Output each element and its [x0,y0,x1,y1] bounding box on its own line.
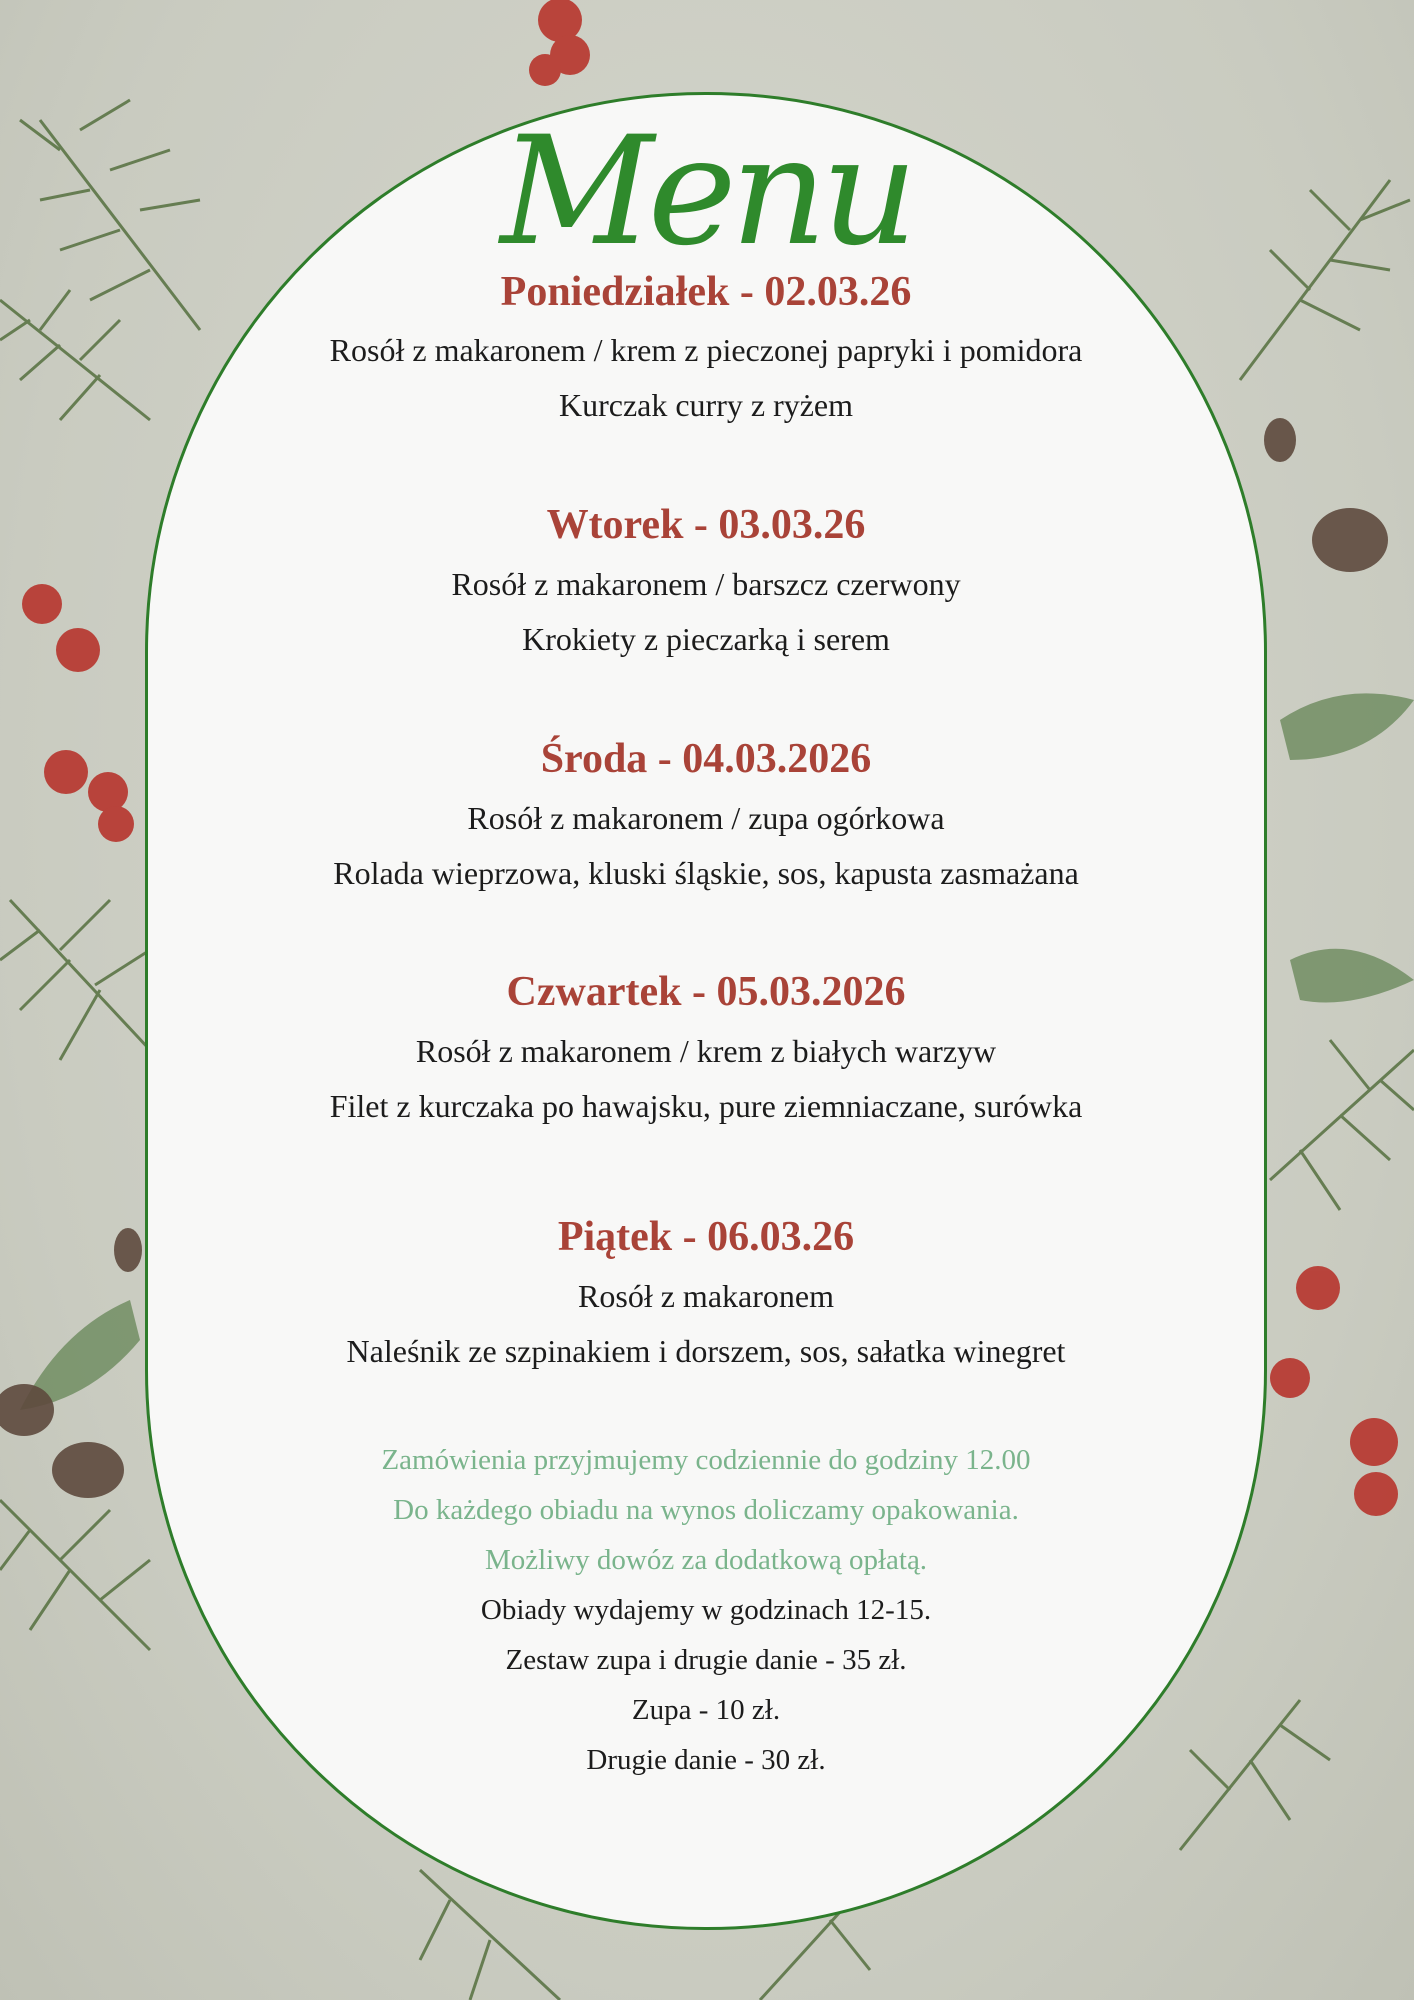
menu-title: Menu [500,105,912,279]
day-heading: Piątek - 06.03.26 [557,1214,855,1260]
price-line: Zupa - 10 zł. [631,1694,781,1726]
soup-line: Rosół z makaronem / krem z pieczonej papryki i pomidora [329,332,1083,368]
main-dish-line: Kurczak curry z ryżem [558,387,854,423]
soup-line: Rosół z makaronem / barszcz czerwony [451,566,961,602]
note-line: Do każdego obiadu na wynos doliczamy opakowania. [393,1494,1019,1526]
note-line: Zamówienia przyjmujemy codziennie do godziny 12.00 [381,1444,1031,1476]
hours-line: Obiady wydajemy w godzinach 12-15. [480,1594,932,1626]
main-dish-line: Naleśnik ze szpinakiem i dorszem, sos, sałatka winegret [346,1333,1066,1369]
soup-line: Rosół z makaronem / zupa ogórkowa [467,800,945,836]
main-dish-line: Filet z kurczaka po hawajsku, pure ziemniaczane, surówka [329,1088,1083,1124]
day-heading: Środa - 04.03.2026 [540,736,872,782]
price-line: Zestaw zupa i drugie danie - 35 zł. [505,1644,907,1676]
soup-line: Rosół z makaronem / krem z białych warzyw [415,1033,997,1069]
main-dish-line: Rolada wieprzowa, kluski śląskie, sos, kapusta zasmażana [333,855,1079,891]
day-heading: Wtorek - 03.03.26 [546,502,866,548]
soup-line: Rosół z makaronem [578,1278,834,1314]
day-heading: Poniedziałek - 02.03.26 [500,269,912,315]
day-heading: Czwartek - 05.03.2026 [506,969,906,1015]
note-line: Możliwy dowóz za dodatkową opłatą. [484,1544,928,1576]
main-dish-line: Krokiety z pieczarką i serem [522,621,890,657]
price-line: Drugie danie - 30 zł. [586,1744,826,1776]
